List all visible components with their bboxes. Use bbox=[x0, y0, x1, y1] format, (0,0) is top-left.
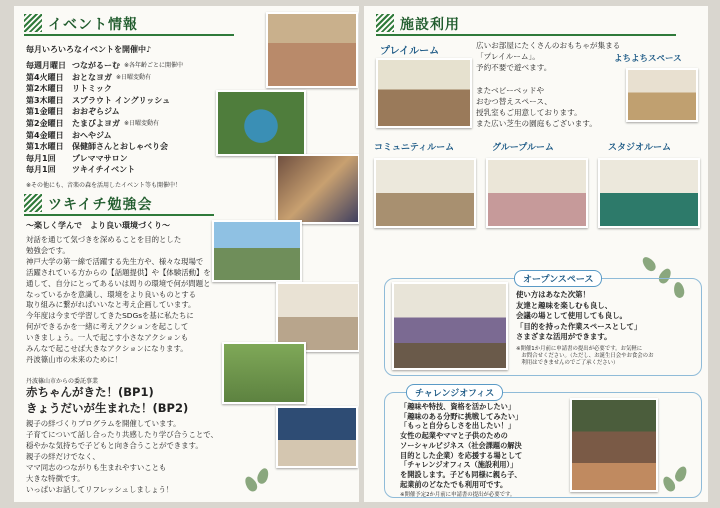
challenge-office-line: 「もっと自分らしさを出したい！」 bbox=[400, 421, 516, 431]
bp-body-line: 穏やかな気持ちで子どもと向き合うことができます。 bbox=[26, 441, 203, 450]
schedule-note: ※各年齢ごとに開催中 bbox=[124, 62, 184, 69]
schedule-row bbox=[26, 72, 183, 84]
left-page bbox=[14, 6, 359, 502]
schedule-day: 毎週月曜日 bbox=[26, 61, 66, 70]
leaf-decoration bbox=[256, 467, 271, 485]
events-intro: 毎月いろいろなイベントを開催中♪ bbox=[26, 45, 152, 54]
open-space-note-line: 利用はできませんのでご了承ください） bbox=[516, 360, 619, 366]
schedule-day: 第4火曜日 bbox=[26, 72, 64, 82]
schedule-row bbox=[26, 164, 183, 176]
play-room-photo bbox=[376, 58, 472, 128]
study-heading: ツキイチ勉強会 bbox=[24, 194, 152, 214]
schedule-row bbox=[26, 95, 183, 107]
challenge-office-line: 起業前のどなたでも利用可です。 bbox=[400, 479, 508, 489]
event-photo-3 bbox=[276, 154, 359, 224]
challenge-office-label: チャレンジオフィス bbox=[406, 384, 503, 401]
study-body-line: 勉強会です。 bbox=[26, 245, 70, 255]
yochi-photo bbox=[626, 68, 698, 122]
bp-body bbox=[26, 418, 218, 495]
schedule-row bbox=[26, 130, 183, 142]
schedule-row bbox=[26, 60, 183, 72]
challenge-office-note: ※開催予定2か月前に申請書の提出が必要です。 bbox=[400, 492, 516, 498]
schedule-event-name: ツキイチイベント bbox=[72, 165, 136, 175]
study-body-line: 通して、自分にとってあるいは周りの環境で何が問題と bbox=[26, 278, 211, 288]
facility-heading: 施設利用 bbox=[376, 14, 460, 34]
schedule-event-name: おおぞらジム bbox=[72, 107, 120, 117]
challenge-office-line: 「チャレンジオフィス（施設利用）」 bbox=[400, 460, 518, 470]
schedule-day: 第2木曜日 bbox=[26, 84, 64, 94]
play-room-line: 予約不要で遊べます。 bbox=[476, 63, 552, 73]
schedule-row bbox=[26, 141, 183, 153]
bp-photo-2 bbox=[276, 406, 358, 468]
schedule-day: 第4金曜日 bbox=[26, 130, 64, 140]
schedule-event-name: つながるーむ bbox=[72, 61, 120, 70]
schedule-row bbox=[26, 153, 183, 165]
play-room-line bbox=[476, 74, 620, 85]
play-room-line: 授乳室もご用意しております。 bbox=[476, 108, 582, 118]
study-body-line: 丹波篠山市の未来のために！ bbox=[26, 354, 123, 364]
open-space-line: さまざまな活用ができます。 bbox=[516, 332, 612, 342]
bp-body-line: 子育てについて話し合ったり共感したり学び合うことで、 bbox=[26, 430, 218, 439]
event-schedule bbox=[26, 60, 183, 176]
studio-room-label: スタジオルーム bbox=[608, 143, 672, 153]
bp-title-1: 赤ちゃんがきた！(BP1) bbox=[26, 385, 154, 399]
open-space-label: オープンスペース bbox=[514, 270, 602, 287]
study-body-line: 神戸大学の第一線で活躍する先生方や、様々な現場で bbox=[26, 256, 204, 266]
play-room-line: また広い芝生の園庭もございます。 bbox=[476, 119, 597, 129]
yochi-label: よちよちスペース bbox=[614, 54, 682, 64]
play-room-line: 「プレイルーム」。 bbox=[476, 52, 540, 62]
schedule-row bbox=[26, 118, 183, 130]
study-body-line: 何ができるかを一緒に考えアクションを起こして bbox=[26, 322, 189, 332]
study-body-line: 今年度は今まで学習してきたSDGsを基に私たちに bbox=[26, 311, 194, 321]
events-heading: イベント情報 bbox=[24, 14, 138, 34]
schedule-event-name: 保健師さんとおしゃべり会 bbox=[72, 142, 168, 152]
challenge-office-line: 目的とした企業）を応援する場として bbox=[400, 450, 523, 460]
schedule-note: ※日曜変動有 bbox=[124, 119, 160, 127]
challenge-office-line: 女性の起業やママと子供のための bbox=[400, 431, 508, 441]
study-subtitle: ～楽しく学んで より良い環境づくり～ bbox=[26, 221, 170, 230]
study-body-line: 取り組みに繋がればいいなと考え企画しています。 bbox=[26, 300, 196, 310]
study-body bbox=[26, 235, 211, 366]
schedule-footnote: ※その他にも、音楽の森を活用したイベント等も開催中！ bbox=[26, 182, 182, 189]
community-room-label: コミュニティルーム bbox=[374, 143, 455, 153]
event-photo-2 bbox=[216, 90, 306, 156]
challenge-office-line: を開設します。子ども同様に親ら子、 bbox=[400, 469, 522, 479]
bp-caption: 丹波篠山市からの委託事業 bbox=[26, 378, 99, 385]
open-space-line: 「目的を持った作業スペースとして」 bbox=[516, 321, 642, 331]
bp-body-line: 親子の絆だけでなく、 bbox=[26, 452, 100, 461]
play-room-description bbox=[476, 40, 620, 130]
challenge-office-line: 「趣味や特技、資格を活かしたい」 bbox=[400, 402, 516, 411]
schedule-event-name: たまびよヨガ bbox=[72, 118, 120, 128]
study-body-line: 対話を通じて気づきを深めることを目的とした bbox=[26, 235, 182, 244]
open-space-line: 会議の場として使用しても良し。 bbox=[516, 311, 627, 321]
group-room-photo bbox=[486, 158, 588, 228]
open-space-photo bbox=[392, 282, 508, 370]
schedule-event-name: プレママサロン bbox=[72, 153, 128, 163]
group-room-label: グループルーム bbox=[492, 143, 554, 153]
bp-body-line: いっぱいお話してリフレッシュしましょう！ bbox=[26, 485, 174, 494]
open-space-note bbox=[516, 346, 653, 367]
bp-body-line: 大きな特徴です。 bbox=[26, 474, 85, 483]
challenge-office-description bbox=[400, 402, 522, 489]
play-room-line: またベビーベッドや bbox=[476, 85, 545, 95]
open-space-description bbox=[516, 290, 641, 343]
open-space-line: 使い方はあなた次第！ bbox=[516, 290, 590, 299]
schedule-note: ※日曜変動有 bbox=[116, 73, 152, 81]
play-room-line: 広いお部屋にたくさんのおもちゃが集まる bbox=[476, 41, 621, 50]
schedule-event-name: スプラウト イングリッシュ bbox=[72, 95, 171, 105]
study-body-line: みんなで起こせば大きなアクションになります。 bbox=[26, 344, 188, 354]
schedule-event-name: おへやジム bbox=[72, 130, 112, 140]
study-body-line: いきましょう。一人で起こす小さなアクションも bbox=[26, 333, 189, 343]
bp-body-line: 親子の絆づくりプログラムを開催しています。 bbox=[26, 419, 181, 428]
schedule-event-name: おとなヨガ bbox=[72, 72, 112, 82]
open-space-note-line: ※開催1か月前に申請書の提出が必要です。お気軽に bbox=[516, 346, 643, 352]
schedule-row bbox=[26, 106, 183, 118]
studio-room-photo bbox=[598, 158, 700, 228]
schedule-day: 第3木曜日 bbox=[26, 95, 64, 105]
study-body-line: 活躍されている方からの【話題提供】や【体験活動】を bbox=[26, 267, 211, 277]
schedule-day: 毎月1回 bbox=[26, 165, 56, 175]
schedule-event-name: リトミック bbox=[72, 84, 112, 94]
bp-title-2: きょうだいが生まれた！(BP2) bbox=[26, 401, 189, 415]
bp-body-line: ママ同志のつながりも生まれやすいことも bbox=[26, 463, 167, 472]
event-photo-1 bbox=[266, 12, 358, 88]
open-space-note-line: お問合せください。（ただし、お誕生日会やお食会のお bbox=[516, 353, 654, 359]
challenge-office-line: 「趣味のある分野に挑戦してみたい」 bbox=[400, 411, 523, 421]
open-space-line: 友達と趣味を楽しむも良し、 bbox=[516, 300, 613, 310]
schedule-row bbox=[26, 83, 183, 95]
play-room-label: プレイルーム bbox=[380, 46, 440, 57]
schedule-day: 毎月1回 bbox=[26, 153, 56, 163]
community-room-photo bbox=[374, 158, 476, 228]
study-body-line: なっているかを意識し、環境をより良いものとする bbox=[26, 289, 196, 299]
schedule-day: 第2金曜日 bbox=[26, 118, 64, 128]
play-room-line: おむつ替えスペース、 bbox=[476, 97, 552, 107]
bp-photo-1 bbox=[222, 342, 306, 404]
challenge-office-line: ソーシャルビジネス（社会課題の解決 bbox=[400, 440, 522, 450]
study-photo-1 bbox=[212, 220, 302, 282]
schedule-day: 第1水曜日 bbox=[26, 142, 64, 152]
right-page bbox=[364, 6, 708, 502]
challenge-office-photo bbox=[570, 398, 658, 492]
leaf-decoration bbox=[640, 255, 658, 274]
schedule-day: 第1金曜日 bbox=[26, 107, 64, 117]
